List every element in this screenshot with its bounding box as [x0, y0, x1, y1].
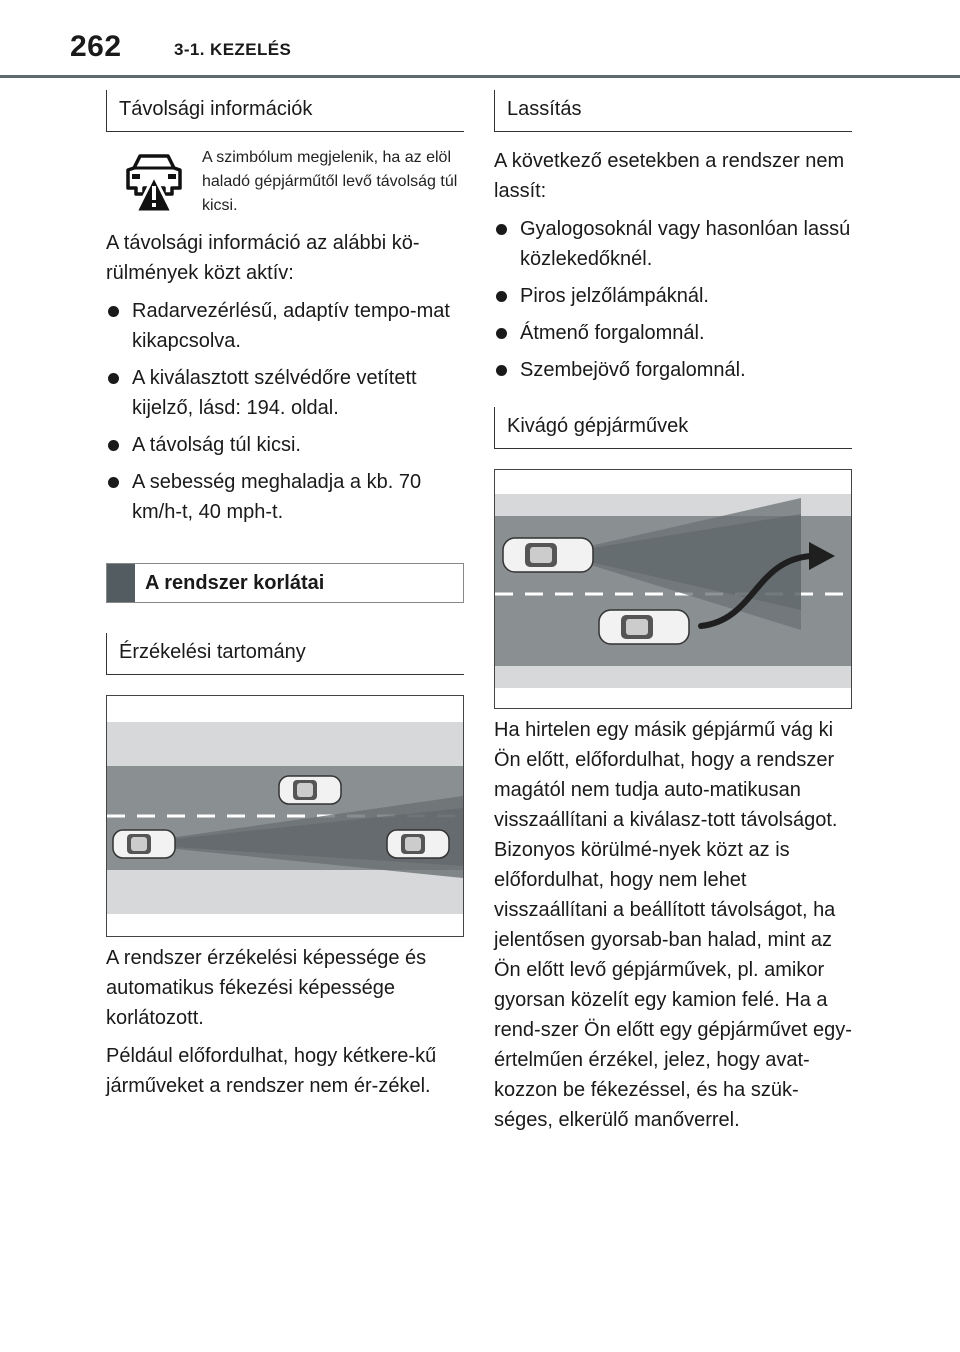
detection-paragraph-2: Például előfordulhat, hogy kétkere-kű járműveket a rendszer nem ér-zékel.: [106, 1045, 437, 1097]
heading-detection-range: Érzékelési tartomány: [106, 633, 464, 675]
list-item: A kiválasztott szélvédőre vetített kijelző, lásd: 194. oldal.: [106, 363, 464, 423]
header-rule: [0, 75, 960, 78]
car-ego: [503, 538, 593, 572]
car-cutting-in: [599, 610, 689, 644]
bullet-dot: [496, 224, 507, 235]
list-item: Szembejövő forgalomnál.: [494, 355, 852, 385]
heading-slowing: Lassítás: [494, 90, 852, 132]
cut-in-vehicle-illustration: [494, 469, 852, 709]
heading-cut-in-vehicles: Kivágó gépjárművek: [494, 407, 852, 449]
car-warning-icon: [106, 146, 202, 218]
list-item: Gyalogosoknál vagy hasonlóan lassú közlekedőknél.: [494, 214, 852, 274]
car-ahead-left-lane: [279, 776, 341, 804]
cut-in-paragraph: Ha hirtelen egy másik gépjármű vág ki Ön előtt, előfordulhat, hogy a rendszer magától nem tudja auto-matikusan visszaállítani a kiválasz-tott távolságot. Bizonyos körülmé-nyek közt az is előfordulhat, hogy nem lehet visszaállítani a beállított távolságot, ha jelentősen gyorsab-ban halad, mint az Ön előtt levő gépjárművek, pl. amikor gyorsan közelít egy kamion felé. Ha a rend-szer Ön előtt egy gépjárművet egy-értelműen érzékel, jelez, hogy avat-kozzon be fékezéssel, és ha szük-séges, elkerülő manőverrel.: [494, 719, 852, 1131]
car-ego: [113, 830, 175, 858]
bullet-dot: [496, 365, 507, 376]
section-tab: [107, 564, 135, 602]
bullet-dot: [108, 477, 119, 488]
list-item: A távolság túl kicsi.: [106, 430, 464, 460]
car-ahead-same-lane: [387, 830, 449, 858]
slowing-exceptions-list: [494, 214, 852, 385]
page-header: [0, 0, 960, 80]
list-item: Radarvezérlésű, adaptív tempo-mat kikapcsolva.: [106, 296, 464, 356]
list-item: Átmenő forgalomnál.: [494, 318, 852, 348]
left-column: [106, 90, 464, 1109]
symbol-description: A szimbólum megjelenik, ha az elöl haladó gépjárműtől levő távolság túl kicsi.: [202, 149, 458, 214]
bullet-dot: [108, 373, 119, 384]
page-number: 262: [70, 30, 122, 63]
list-item: A sebesség meghaladja a kb. 70 km/h-t, 40 mph-t.: [106, 467, 464, 527]
detection-range-illustration: [106, 695, 464, 937]
distance-symbol-row: [106, 146, 464, 218]
bullet-dot: [108, 440, 119, 451]
section-heading-limits: A rendszer korlátai: [106, 563, 464, 603]
distance-conditions-list: [106, 296, 464, 527]
chapter-title: 3-1. KEZELÉS: [174, 40, 292, 59]
right-column: [494, 90, 852, 1143]
bullet-dot: [496, 328, 507, 339]
bullet-dot: [108, 306, 119, 317]
detection-paragraph-1: A rendszer érzékelési képessége és automatikus fékezési képessége korlátozott.: [106, 947, 427, 1029]
slowing-intro: A következő esetekben a rendszer nem lassít:: [494, 150, 845, 202]
list-item: Piros jelzőlámpáknál.: [494, 281, 852, 311]
distance-info-intro: A távolsági információ az alábbi kö-rülmények közt aktív:: [106, 232, 420, 284]
heading-distance-info: Távolsági információk: [106, 90, 464, 132]
bullet-dot: [496, 291, 507, 302]
